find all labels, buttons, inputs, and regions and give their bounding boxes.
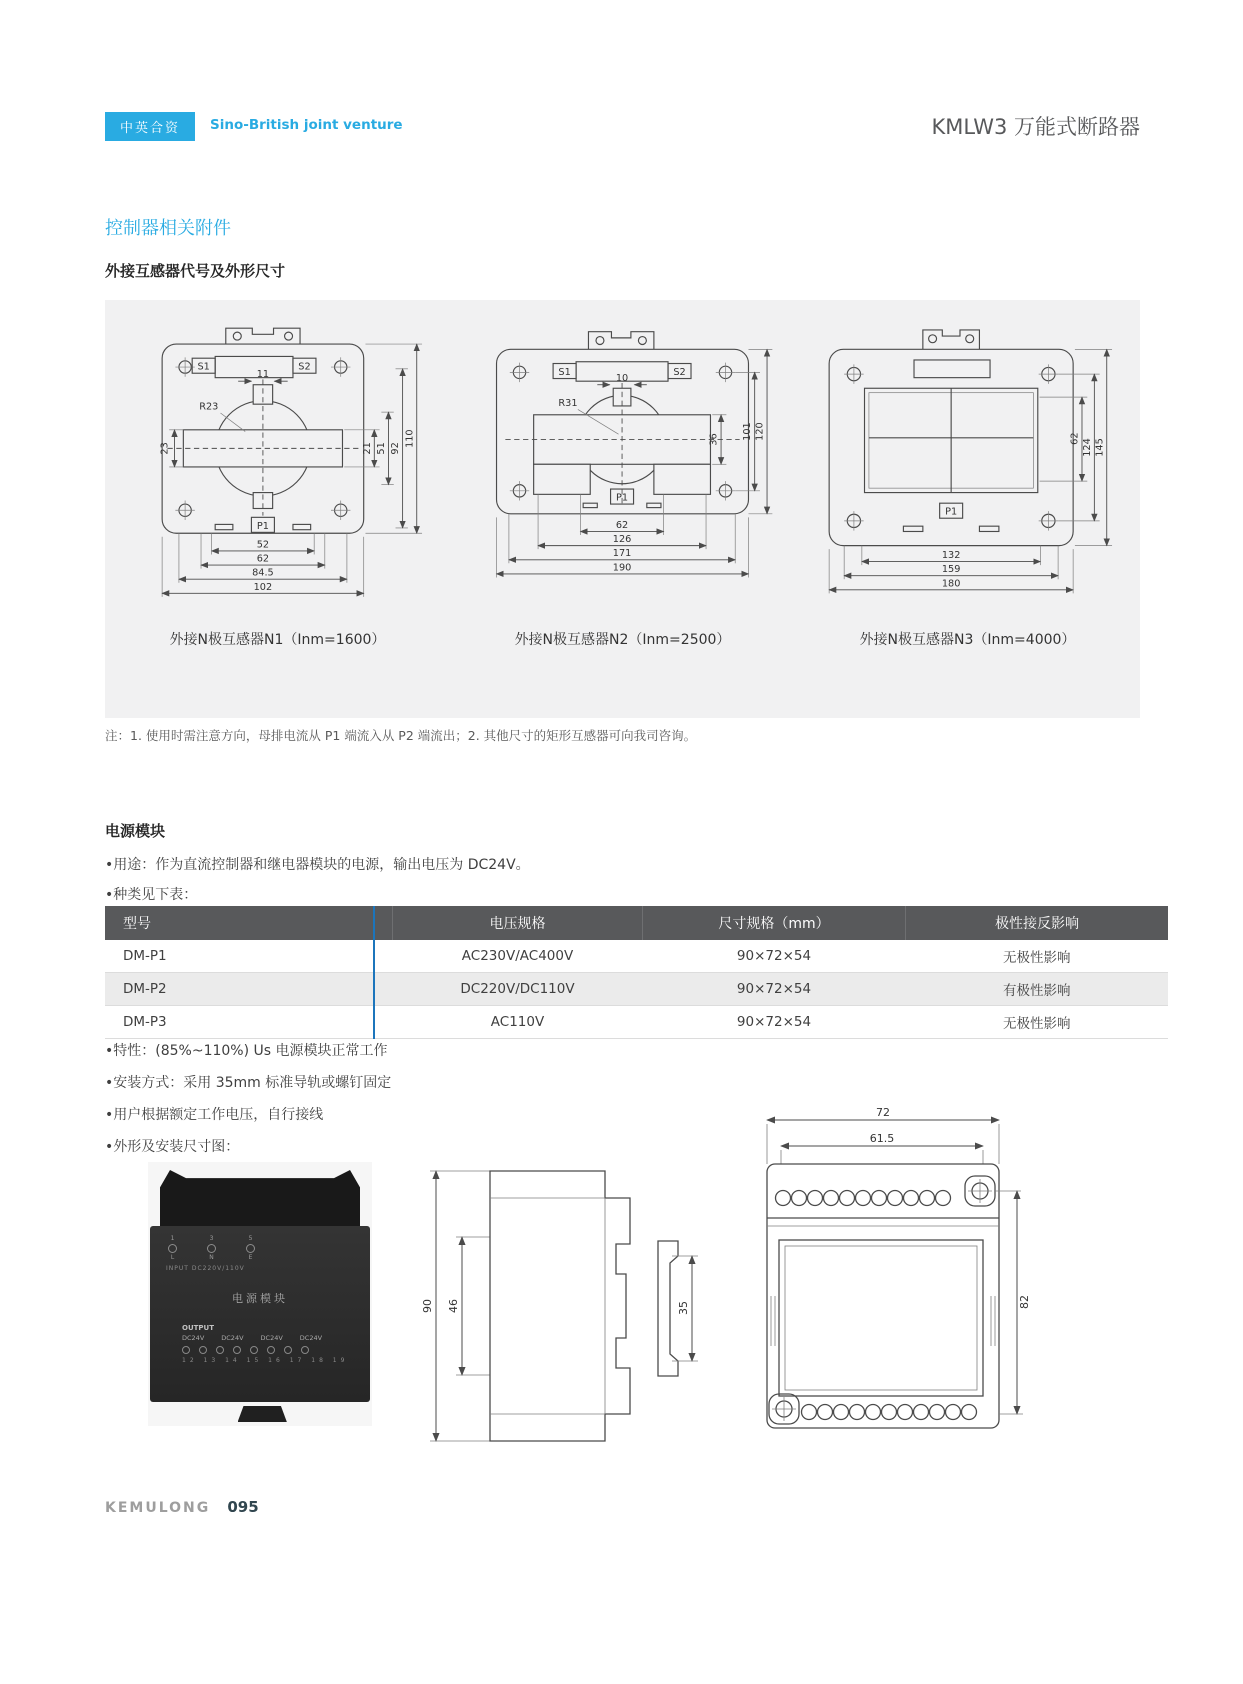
dim-label: 145 — [1094, 438, 1106, 457]
dim-label: 36 — [708, 433, 720, 446]
n2-plate — [497, 332, 749, 514]
cell-size: 90×72×54 — [643, 940, 906, 973]
terminal-hole — [284, 1346, 292, 1354]
n1-s1-label: S1 — [197, 361, 210, 373]
dim-label: 46 — [447, 1299, 460, 1313]
dim-label: 190 — [612, 562, 632, 574]
dim-label: 62 — [256, 553, 270, 565]
transformer-n1-drawing — [105, 314, 450, 619]
n2-radius-label: R31 — [558, 397, 578, 409]
module-din-foot — [238, 1406, 287, 1422]
bullet-types: •种类见下表： — [105, 887, 198, 903]
front-view — [767, 1106, 1031, 1428]
n3-dimensions — [829, 349, 1112, 593]
joint-venture-text: Sino-British joint venture — [210, 117, 403, 133]
dc-label: DC24V — [260, 1334, 283, 1342]
col-header-voltage: 电压规格 — [393, 906, 643, 940]
cell-model: DM-P3 — [105, 1006, 393, 1039]
power-module-table-wrap — [105, 906, 1140, 1039]
terminal-hole — [267, 1346, 275, 1354]
dc-label: DC24V — [182, 1334, 205, 1342]
dim-label: 62 — [1069, 432, 1081, 445]
dim-label: 82 — [1018, 1295, 1031, 1309]
terminal-letter: E — [248, 1254, 253, 1261]
table-row — [105, 973, 1168, 1006]
terminal-hole — [216, 1346, 224, 1354]
transformer-n3-drawing — [795, 314, 1140, 619]
cell-polarity: 无极性影响 — [906, 1006, 1169, 1039]
transformer-n1-figure — [105, 314, 450, 649]
dim-label: 132 — [941, 550, 961, 561]
table-row — [105, 1006, 1168, 1039]
cell-voltage: DC220V/DC110V — [393, 973, 643, 1006]
cell-polarity: 无极性影响 — [906, 940, 1169, 973]
usage-note: 注：1. 使用时需注意方向，母排电流从 P1 端流入从 P2 端流出；2. 其他尺寸的矩形互感器可向我司咨询。 — [105, 728, 697, 743]
transformer-n2-figure — [450, 314, 795, 649]
bullet-feature: •特性：(85%~110%) Us 电源模块正常工作 — [105, 1043, 388, 1059]
terminal-hole — [250, 1346, 258, 1354]
transformer-n2-caption: 外接N极互感器N2（Inm=2500） — [514, 632, 731, 648]
dim-label: 101 — [742, 422, 754, 441]
cell-model: DM-P1 — [105, 940, 393, 973]
module-top-clip — [160, 1170, 360, 1228]
terminal-hole — [199, 1346, 207, 1354]
n3-p1-label: P1 — [945, 506, 958, 518]
bullet-dimensions: •外形及安装尺寸图： — [105, 1139, 240, 1155]
dim-label: 159 — [941, 564, 961, 576]
dim-label: 21 — [361, 442, 373, 455]
terminal-hole — [233, 1346, 241, 1354]
n1-dimensions — [159, 344, 422, 597]
dim-label: 124 — [1081, 438, 1093, 457]
cell-model: DM-P2 — [105, 973, 393, 1006]
dim-label: 61.5 — [869, 1132, 895, 1145]
cell-size: 90×72×54 — [643, 1006, 906, 1039]
terminal-hole — [207, 1244, 216, 1253]
col-header-size: 尺寸规格（mm） — [643, 906, 906, 940]
dim-label: 11 — [256, 368, 270, 380]
dim-label: 102 — [253, 581, 273, 593]
dim-label: 126 — [612, 534, 632, 546]
bullet-wiring: •用户根据额定工作电压，自行接线 — [105, 1107, 324, 1123]
terminal-letter: N — [209, 1254, 214, 1261]
side-view — [421, 1171, 698, 1441]
cell-size: 90×72×54 — [643, 973, 906, 1006]
terminal-letter: L — [170, 1254, 175, 1261]
transformer-n2-drawing — [450, 314, 795, 619]
terminal-hole — [301, 1346, 309, 1354]
dim-label: 180 — [941, 578, 961, 590]
section-title: 控制器相关附件 — [105, 218, 231, 239]
table-blue-divider — [373, 906, 375, 1039]
dim-label: 120 — [754, 422, 766, 441]
dim-label: 10 — [615, 373, 629, 385]
dc-label: DC24V — [299, 1334, 323, 1342]
n1-radius-label: R23 — [199, 401, 219, 413]
page-footer — [105, 1497, 259, 1516]
module-input-terminals — [150, 1226, 370, 1261]
terminal — [246, 1236, 255, 1261]
module-dc-labels — [150, 1334, 370, 1342]
n2-s2-label: S2 — [673, 367, 686, 378]
dim-label: 171 — [612, 548, 632, 560]
power-module-table — [105, 906, 1168, 1039]
dim-label: 92 — [390, 442, 402, 455]
dim-label: 23 — [159, 442, 171, 455]
n2-s1-label: S1 — [558, 367, 571, 378]
bullet-usage: •用途：作为直流控制器和继电器模块的电源，输出电压为 DC24V。 — [105, 857, 530, 873]
n2-p1-label: P1 — [616, 492, 629, 504]
dim-label: 110 — [404, 429, 416, 448]
subsection-title: 外接互感器代号及外形尺寸 — [105, 262, 286, 280]
power-module-photo — [148, 1162, 372, 1426]
transformer-drawings-panel — [105, 300, 1140, 718]
module-input-label: INPUT DC220V/110V — [166, 1265, 245, 1272]
terminal-number: 5 — [248, 1235, 253, 1242]
cell-voltage: AC110V — [393, 1006, 643, 1039]
module-output-terminals — [150, 1346, 370, 1354]
module-side-view-drawing — [420, 1156, 710, 1456]
terminal-hole — [182, 1346, 190, 1354]
transformer-n1-caption: 外接N极互感器N1（Inm=1600） — [169, 632, 386, 648]
table-header-row — [105, 906, 1168, 940]
module-terminal-numbers: 12 13 14 15 16 17 18 19 — [182, 1357, 349, 1364]
page-title: KMLW3 万能式断路器 — [931, 115, 1140, 139]
module-front-view-drawing — [725, 1106, 1035, 1451]
module-body — [150, 1226, 370, 1402]
col-header-model: 型号 — [105, 906, 393, 940]
joint-venture-badge: 中英合资 — [105, 112, 195, 141]
module-output-label: OUTPUT — [182, 1324, 214, 1332]
bullet-mounting: •安装方式：采用 35mm 标准导轨或螺钉固定 — [105, 1075, 392, 1091]
cell-voltage: AC230V/AC400V — [393, 940, 643, 973]
n3-plate — [829, 330, 1073, 546]
n1-s2-label: S2 — [298, 361, 311, 373]
module-title: 电源模块 — [232, 1292, 288, 1305]
n1-p1-label: P1 — [256, 520, 269, 532]
transformer-n3-figure — [795, 314, 1140, 649]
terminal — [207, 1236, 216, 1261]
dim-label: 62 — [615, 519, 629, 531]
dim-label: 90 — [421, 1299, 434, 1313]
dim-label: 84.5 — [252, 567, 274, 579]
cell-polarity: 有极性影响 — [906, 973, 1169, 1006]
terminal — [168, 1236, 177, 1261]
footer-page-number: 095 — [227, 1498, 259, 1516]
terminal-hole — [246, 1244, 255, 1253]
terminal-hole — [168, 1244, 177, 1253]
terminal-number: 1 — [170, 1235, 175, 1242]
dim-label: 52 — [256, 539, 270, 551]
dim-label: 51 — [376, 442, 388, 455]
terminal-number: 3 — [209, 1235, 214, 1242]
table-row — [105, 940, 1168, 973]
dim-label: 35 — [677, 1301, 690, 1315]
footer-brand: KEMULONG — [105, 1500, 211, 1516]
power-module-heading: 电源模块 — [105, 822, 166, 840]
n1-plate — [162, 328, 364, 533]
dim-label: 72 — [876, 1106, 890, 1119]
col-header-polarity: 极性接反影响 — [906, 906, 1169, 940]
transformer-n3-caption: 外接N极互感器N3（Inm=4000） — [859, 632, 1076, 648]
dc-label: DC24V — [221, 1334, 244, 1342]
